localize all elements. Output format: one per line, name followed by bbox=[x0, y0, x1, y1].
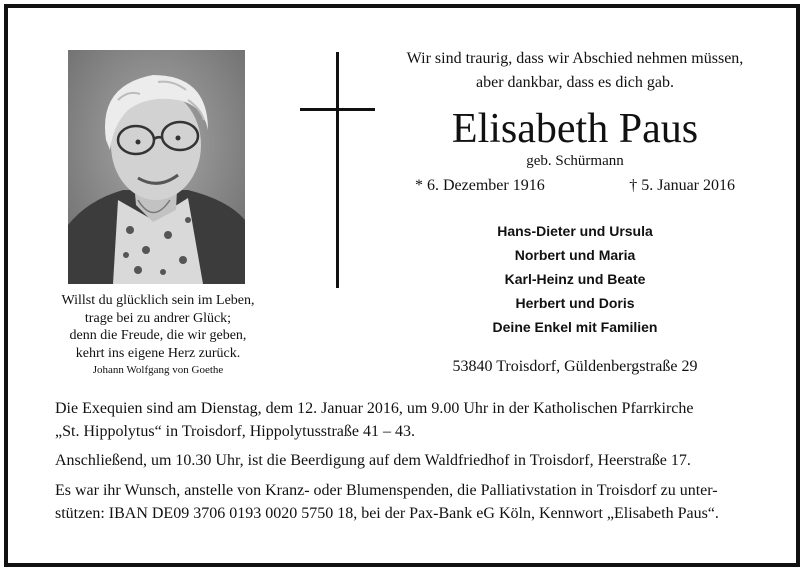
paragraph-line: Die Exequien sind am Dienstag, dem 12. Januar 2016, um 9.00 Uhr in der Katholischen Pfarrkirche bbox=[55, 400, 694, 417]
family-member: Deine Enkel mit Familien bbox=[492, 319, 658, 335]
portrait-photo bbox=[68, 50, 245, 284]
family-address: 53840 Troisdorf, Güldenbergstraße 29 bbox=[452, 358, 698, 375]
deceased-name: Elisabeth Paus bbox=[451, 106, 699, 152]
family-member: Norbert und Maria bbox=[514, 247, 636, 263]
family-member: Karl-Heinz und Beate bbox=[504, 271, 646, 287]
quote-line: denn die Freude, die wir geben, bbox=[69, 328, 247, 343]
paragraph-line: stützen: IBAN DE09 3706 0193 0020 5750 18, bei der Pax-Bank eG Köln, Kennwort „Elisabeth Paus“. bbox=[55, 505, 719, 522]
birth-date: * 6. Dezember 1916 bbox=[415, 177, 545, 194]
goethe-quote bbox=[40, 292, 276, 378]
quote-author: Johann Wolfgang von Goethe bbox=[92, 364, 224, 376]
paragraph-line: Anschließend, um 10.30 Uhr, ist die Beerdigung auf dem Waldfriedhof in Troisdorf, Heerstraße 17. bbox=[55, 452, 691, 469]
family-member: Herbert und Doris bbox=[515, 295, 635, 311]
intro-text bbox=[375, 47, 775, 95]
maiden-name: geb. Schürmann bbox=[526, 153, 624, 169]
intro-line: Wir sind traurig, dass wir Abschied nehmen müssen, bbox=[406, 50, 744, 67]
paragraph-line: Es war ihr Wunsch, anstelle von Kranz- oder Blumenspenden, die Palliativstation in Troisdorf zu unter- bbox=[55, 482, 718, 499]
donation-paragraph bbox=[55, 479, 755, 525]
paragraph-line: „St. Hippolytus“ in Troisdorf, Hippolytusstraße 41 – 43. bbox=[55, 423, 416, 440]
quote-line: Willst du glücklich sein im Leben, bbox=[61, 293, 255, 308]
burial-paragraph bbox=[55, 449, 755, 472]
cross-icon bbox=[300, 52, 375, 288]
family-list bbox=[375, 219, 775, 339]
quote-line: trage bei zu andrer Glück; bbox=[84, 310, 232, 326]
funeral-mass-paragraph bbox=[55, 397, 755, 443]
quote-line: kehrt ins eigene Herz zurück. bbox=[75, 345, 241, 361]
death-date: † 5. Januar 2016 bbox=[629, 177, 735, 194]
intro-line: aber dankbar, dass es dich gab. bbox=[476, 74, 674, 91]
family-member: Hans-Dieter und Ursula bbox=[497, 223, 653, 239]
